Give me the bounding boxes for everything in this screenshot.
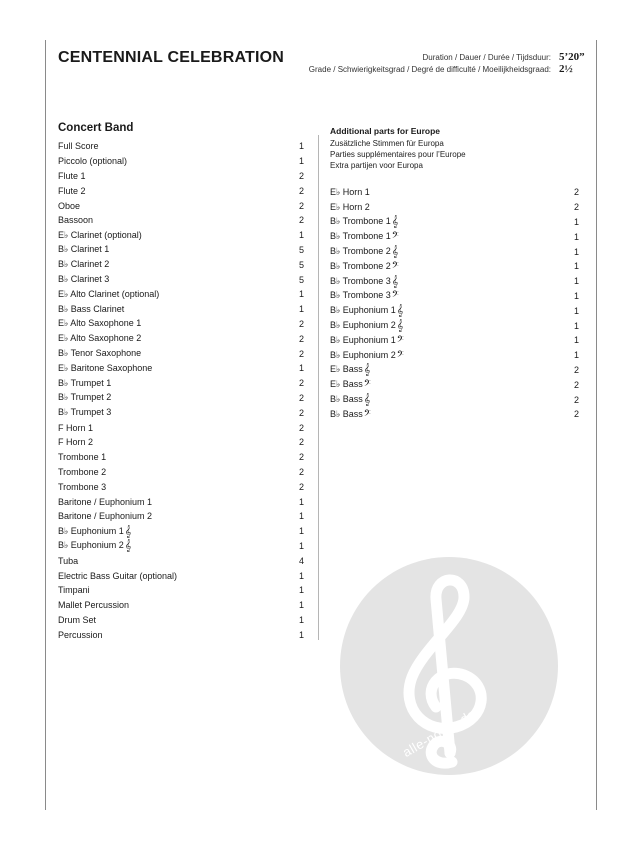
part-name-text: Flute 2 (58, 185, 86, 196)
part-name-text: Percussion (58, 629, 103, 640)
part-name-text: E♭ Clarinet (optional) (58, 229, 142, 240)
part-row (58, 169, 304, 184)
part-name-text: B♭ Tenor Saxophone (58, 348, 142, 359)
part-name-text: B♭ Euphonium 2 (58, 540, 124, 551)
part-row (330, 259, 579, 274)
part-quantity: 2 (573, 379, 579, 390)
bass-clef-icon: 𝄢 (396, 333, 404, 347)
part-name-text: E♭ Horn 2 (330, 201, 370, 212)
treble-clef-icon: 𝄞 (124, 539, 132, 553)
treble-clef-icon: 𝄞 (396, 319, 404, 333)
part-name (58, 452, 106, 462)
part-name (58, 215, 93, 225)
part-quantity: 1 (298, 156, 304, 167)
part-name-text: B♭ Bass (330, 394, 363, 405)
part-row (330, 363, 579, 378)
part-name-text: E♭ Alto Saxophone 2 (58, 333, 142, 344)
part-row (330, 318, 579, 333)
part-name-text: B♭ Euphonium 2 (330, 349, 396, 360)
part-row (58, 213, 304, 228)
part-quantity: 1 (298, 600, 304, 611)
part-quantity: 2 (298, 407, 304, 418)
part-row (58, 465, 304, 480)
part-quantity: 1 (298, 570, 304, 581)
part-row (58, 627, 304, 642)
bass-clef-icon: 𝄢 (396, 348, 404, 362)
duration-label: Duration / Dauer / Durée / Tijdsduur: (422, 53, 551, 62)
part-name (330, 350, 404, 361)
part-quantity: 2 (298, 318, 304, 329)
part-row (58, 583, 304, 598)
part-name-text: Bassoon (58, 215, 94, 226)
part-name-text: B♭ Trombone 2 (330, 246, 391, 257)
part-name (58, 615, 96, 625)
part-name-text: Trombone 1 (58, 452, 107, 463)
part-quantity: 1 (298, 629, 304, 640)
part-quantity: 5 (298, 259, 304, 270)
part-name (58, 630, 103, 640)
bass-clef-icon: 𝄢 (391, 259, 399, 273)
part-name-text: E♭ Bass (330, 379, 363, 390)
part-row (58, 435, 304, 450)
treble-clef-icon: 𝄞 (391, 274, 399, 288)
part-name-text: B♭ Trumpet 1 (58, 377, 112, 388)
duration-row (422, 51, 595, 63)
part-name-text: B♭ Trombone 3 (330, 290, 391, 301)
part-name (58, 186, 86, 196)
part-name (330, 276, 398, 287)
part-name (58, 274, 109, 285)
part-name (58, 392, 111, 403)
part-name (330, 290, 399, 301)
part-quantity: 1 (298, 585, 304, 596)
part-name-text: E♭ Alto Saxophone 1 (58, 318, 142, 329)
part-row (58, 568, 304, 583)
right-border-line (596, 40, 597, 810)
part-name (58, 526, 131, 537)
part-quantity: 1 (298, 230, 304, 241)
part-row (58, 524, 304, 539)
part-row (58, 494, 304, 509)
part-quantity: 5 (298, 244, 304, 255)
treble-clef-icon: 𝄞 (391, 215, 399, 229)
part-name (58, 333, 141, 344)
part-row (330, 229, 579, 244)
part-quantity: 1 (298, 540, 304, 551)
part-name-text: Baritone / Euphonium 1 (58, 496, 153, 507)
part-row (330, 289, 579, 304)
part-name (330, 202, 370, 213)
piece-title: CENTENNIAL CELEBRATION (58, 49, 285, 66)
part-name (330, 261, 399, 272)
part-name-text: E♭ Alto Clarinet (optional) (58, 288, 160, 299)
part-quantity: 2 (298, 170, 304, 181)
part-row (330, 303, 579, 318)
part-name-text: B♭ Clarinet 3 (58, 274, 110, 285)
part-quantity: 1 (573, 290, 579, 301)
part-name-text: B♭ Clarinet 2 (58, 259, 110, 270)
part-name (58, 571, 177, 581)
part-quantity: 1 (573, 261, 579, 272)
europe-title: Additional parts for Europe (330, 126, 441, 136)
part-name-text: E♭ Horn 1 (330, 186, 370, 197)
part-name (58, 556, 78, 566)
part-name (58, 244, 109, 255)
part-name (58, 600, 129, 610)
part-quantity: 1 (573, 335, 579, 346)
part-name (58, 171, 86, 181)
part-row (330, 407, 579, 422)
part-name (330, 335, 404, 346)
part-quantity: 2 (573, 202, 579, 213)
part-name-text: B♭ Trumpet 2 (58, 392, 112, 403)
treble-clef-icon: 𝄞 (391, 245, 399, 259)
part-name (58, 318, 141, 329)
part-row (58, 302, 304, 317)
part-quantity: 1 (573, 305, 579, 316)
part-name-text: Piccolo (optional) (58, 156, 128, 167)
part-name (58, 289, 159, 300)
part-row (58, 539, 304, 554)
part-quantity: 1 (298, 614, 304, 625)
part-name-text: B♭ Trombone 1 (330, 216, 391, 227)
part-quantity: 2 (573, 409, 579, 420)
part-quantity: 1 (298, 511, 304, 522)
part-name (58, 482, 106, 492)
part-row (58, 287, 304, 302)
part-name-text: B♭ Trumpet 3 (58, 407, 112, 418)
part-name (58, 363, 152, 374)
part-name-text: B♭ Trombone 1 (330, 231, 391, 242)
part-name-text: E♭ Bass (330, 364, 363, 375)
part-quantity: 1 (298, 363, 304, 374)
part-row (58, 198, 304, 213)
part-name (58, 156, 127, 166)
part-row (58, 243, 304, 258)
part-row (58, 361, 304, 376)
part-name-text: B♭ Trombone 3 (330, 275, 391, 286)
part-quantity: 2 (298, 215, 304, 226)
part-name (330, 364, 370, 375)
part-row (330, 215, 579, 230)
part-name-text: Full Score (58, 141, 99, 152)
part-name-text: B♭ Clarinet 1 (58, 244, 110, 255)
part-quantity: 2 (298, 185, 304, 196)
part-name (58, 141, 99, 151)
part-name-text: Tuba (58, 555, 79, 566)
part-quantity: 2 (298, 437, 304, 448)
part-row (58, 272, 304, 287)
concert-band-parts-list (58, 139, 304, 642)
part-name (330, 231, 399, 242)
part-name (58, 201, 80, 211)
part-quantity: 2 (298, 392, 304, 403)
part-row (330, 348, 579, 363)
part-row (58, 376, 304, 391)
part-quantity: 2 (298, 466, 304, 477)
part-name (58, 378, 111, 389)
part-row (58, 154, 304, 169)
part-name (330, 394, 370, 405)
part-row (58, 450, 304, 465)
part-name-text: Trombone 2 (58, 466, 107, 477)
part-quantity: 2 (298, 452, 304, 463)
part-quantity: 2 (573, 394, 579, 405)
part-row (330, 185, 579, 200)
part-name (330, 409, 371, 420)
part-name (58, 467, 106, 477)
part-quantity: 1 (573, 231, 579, 242)
part-name-text: E♭ Baritone Saxophone (58, 362, 153, 373)
part-name (58, 259, 109, 270)
part-quantity: 2 (298, 481, 304, 492)
part-name-text: F Horn 1 (58, 422, 94, 433)
part-name (58, 423, 93, 433)
part-quantity: 1 (298, 304, 304, 315)
part-name (330, 379, 371, 390)
treble-clef-icon: 𝄞 (363, 363, 371, 377)
part-quantity: 1 (573, 320, 579, 331)
part-name (58, 304, 124, 315)
europe-subtitle-nl: Extra partijen voor Europa (330, 161, 423, 170)
part-name-text: F Horn 2 (58, 437, 94, 448)
part-row (330, 274, 579, 289)
part-row (58, 331, 304, 346)
part-row (58, 613, 304, 628)
bass-clef-icon: 𝄢 (363, 378, 371, 392)
part-name-text: Electric Bass Guitar (optional) (58, 570, 178, 581)
part-quantity: 1 (573, 276, 579, 287)
part-name (58, 497, 152, 507)
part-name-text: B♭ Euphonium 1 (330, 334, 396, 345)
part-name-text: Drum Set (58, 614, 97, 625)
part-row (330, 333, 579, 348)
bass-clef-icon: 𝄢 (363, 407, 371, 421)
grade-value: 2½ (559, 63, 573, 75)
part-name-text: Timpani (58, 585, 90, 596)
part-name-text: B♭ Bass (330, 408, 363, 419)
europe-parts-list (330, 185, 579, 422)
part-name (58, 407, 111, 418)
part-row (58, 405, 304, 420)
part-name-text: B♭ Euphonium 1 (330, 305, 396, 316)
grade-row (309, 63, 595, 75)
part-name-text: Baritone / Euphonium 2 (58, 511, 153, 522)
part-quantity: 1 (573, 350, 579, 361)
part-name (330, 187, 370, 198)
left-border-line (45, 40, 46, 810)
part-row (58, 479, 304, 494)
part-row (58, 598, 304, 613)
part-row (58, 553, 304, 568)
part-row (58, 420, 304, 435)
part-quantity: 2 (298, 422, 304, 433)
part-name-text: B♭ Euphonium 1 (58, 525, 124, 536)
part-quantity: 2 (573, 187, 579, 198)
part-name (330, 305, 403, 316)
part-name (330, 246, 398, 257)
part-row (330, 200, 579, 215)
part-row (58, 509, 304, 524)
part-row (58, 228, 304, 243)
part-name (330, 320, 403, 331)
part-row (330, 392, 579, 407)
treble-clef-icon: 𝄞 (396, 304, 404, 318)
part-name (58, 348, 141, 359)
part-name-text: Oboe (58, 200, 81, 211)
part-quantity: 1 (573, 216, 579, 227)
treble-clef-icon: 𝄞 (124, 524, 132, 538)
part-quantity: 2 (298, 348, 304, 359)
part-name (58, 540, 131, 551)
part-quantity: 1 (298, 496, 304, 507)
part-row (330, 377, 579, 392)
part-quantity: 2 (298, 200, 304, 211)
part-quantity: 2 (298, 378, 304, 389)
treble-clef-icon (340, 557, 558, 775)
part-quantity: 2 (573, 364, 579, 375)
part-quantity: 1 (573, 246, 579, 257)
grade-label: Grade / Schwierigkeitsgrad / Degré de difficulté / Moeilijkheidsgraad: (308, 65, 551, 74)
part-row (330, 244, 579, 259)
part-row (58, 346, 304, 361)
duration-value: 5’20” (559, 51, 585, 63)
bass-clef-icon: 𝄢 (391, 230, 399, 244)
part-name (58, 437, 93, 447)
watermark (340, 557, 558, 775)
part-name (330, 216, 398, 227)
europe-header (330, 126, 466, 171)
part-quantity: 2 (298, 333, 304, 344)
europe-subtitle-de: Zusätzliche Stimmen für Europa (330, 139, 444, 148)
part-name-text: Flute 1 (58, 170, 86, 181)
treble-clef-icon: 𝄞 (363, 393, 371, 407)
part-name (58, 585, 90, 595)
part-row (58, 317, 304, 332)
part-quantity: 5 (298, 274, 304, 285)
part-name-text: Trombone 3 (58, 481, 107, 492)
part-row (58, 391, 304, 406)
part-row (58, 257, 304, 272)
part-name (58, 511, 152, 521)
bass-clef-icon: 𝄢 (391, 289, 399, 303)
part-name-text: B♭ Bass Clarinet (58, 303, 125, 314)
part-quantity: 4 (298, 555, 304, 566)
part-quantity: 1 (298, 289, 304, 300)
part-row (58, 183, 304, 198)
part-quantity: 1 (298, 526, 304, 537)
watermark-text: alle-noten.de (400, 706, 479, 760)
column-divider (318, 135, 319, 640)
part-row (58, 139, 304, 154)
part-name-text: B♭ Trombone 2 (330, 260, 391, 271)
europe-subtitle-fr: Parties supplémentaires pour l’Europe (330, 150, 466, 159)
concert-band-title: Concert Band (58, 122, 134, 134)
part-name (58, 230, 142, 241)
part-quantity: 1 (298, 141, 304, 152)
part-name-text: B♭ Euphonium 2 (330, 320, 396, 331)
part-name-text: Mallet Percussion (58, 600, 130, 611)
